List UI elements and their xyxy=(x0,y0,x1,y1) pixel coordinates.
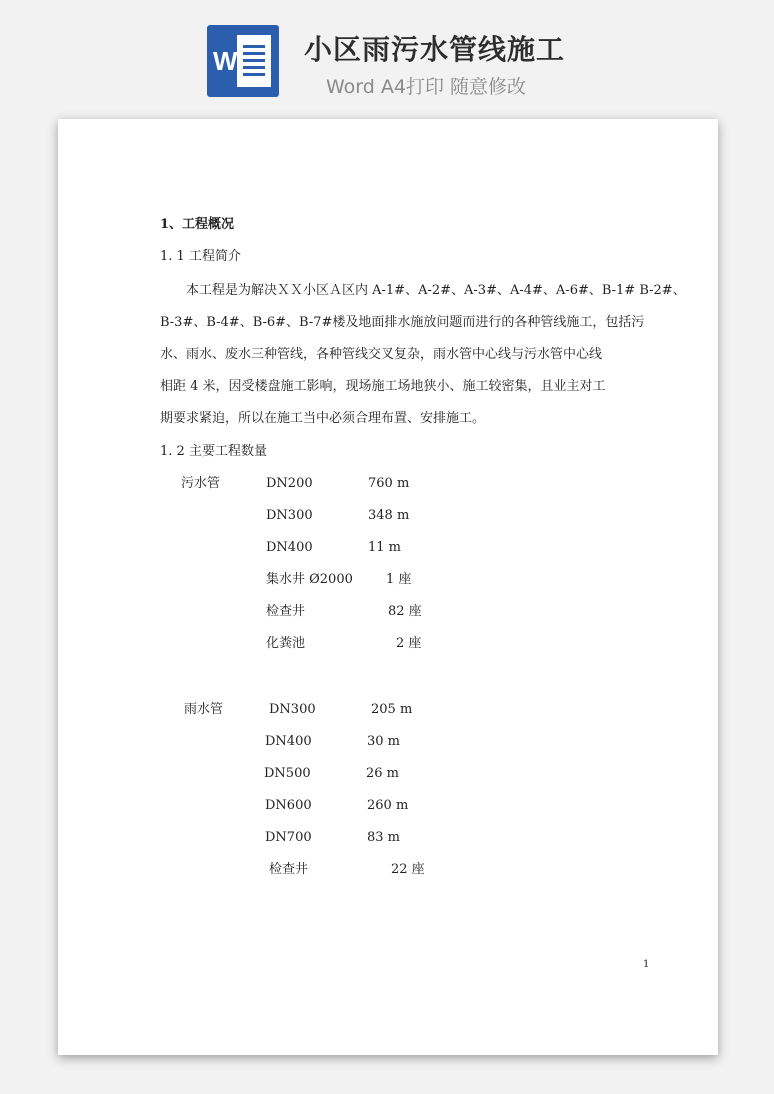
list-item-qty: 348 m xyxy=(368,508,410,523)
rain-pipe-label: 雨水管 xyxy=(184,702,224,717)
list-item-name: DN200 xyxy=(266,476,313,491)
header xyxy=(0,0,774,118)
word-document-icon xyxy=(207,25,279,97)
paragraph-line: 本工程是为解决ＸＸ小区Ａ区内 A-1#、A-2#、A-3#、A-4#、A-6#、B-1# B-2#、 xyxy=(186,283,686,298)
list-item-qty: 2 座 xyxy=(396,636,422,651)
list-item-name: DN300 xyxy=(266,508,313,523)
paragraph-line: 水、雨水、废水三种管线，各种管线交叉复杂，雨水管中心线与污水管中心线 xyxy=(160,347,603,362)
word-icon-letter: W xyxy=(213,46,238,76)
list-item-name: DN400 xyxy=(266,540,313,555)
list-item-qty: 260 m xyxy=(367,798,409,813)
intro-paragraph xyxy=(160,275,686,435)
page-number: 1 xyxy=(643,959,650,970)
paragraph-line: B-3#、B-4#、B-6#、B-7#楼及地面排水施放问题而进行的各种管线施工，包括污 xyxy=(160,315,645,330)
list-item-name: DN400 xyxy=(265,734,312,749)
list-item-qty: 11 m xyxy=(368,540,402,555)
list-item-qty: 26 m xyxy=(366,766,400,781)
list-item-name: DN300 xyxy=(269,702,316,717)
list-item-qty: 22 座 xyxy=(391,862,425,877)
sewage-pipe-label: 污水管 xyxy=(181,476,221,491)
page-title: 小区雨污水管线施工 xyxy=(304,33,566,66)
list-item-name: DN700 xyxy=(265,830,312,845)
list-item-name: 化粪池 xyxy=(266,636,306,651)
section-heading: 1、工程概况 xyxy=(160,217,235,232)
list-item-qty: 1 座 xyxy=(386,572,412,587)
list-item-name: DN500 xyxy=(264,766,311,781)
list-item-qty: 82 座 xyxy=(388,604,422,619)
list-item-name: 检查井 xyxy=(269,862,309,877)
paragraph-line: 期要求紧迫，所以在施工当中必须合理布置、安排施工。 xyxy=(160,411,486,426)
subsection-heading-quantities: 1. 2 主要工程数量 xyxy=(160,444,267,459)
list-item-name: DN600 xyxy=(265,798,312,813)
document-page xyxy=(58,119,718,1055)
page-subtitle: Word A4打印 随意修改 xyxy=(326,76,527,98)
subsection-heading-intro: 1. 1 工程简介 xyxy=(160,249,241,264)
list-item-qty: 30 m xyxy=(367,734,401,749)
list-item-name: 集水井 Ø2000 xyxy=(266,572,353,587)
list-item-qty: 205 m xyxy=(371,702,413,717)
paragraph-line: 相距 4 米，因受楼盘施工影响，现场施工场地狭小、施工较密集，且业主对工 xyxy=(160,379,606,394)
list-item-name: 检查井 xyxy=(266,604,306,619)
list-item-qty: 83 m xyxy=(367,830,401,845)
list-item-qty: 760 m xyxy=(368,476,410,491)
